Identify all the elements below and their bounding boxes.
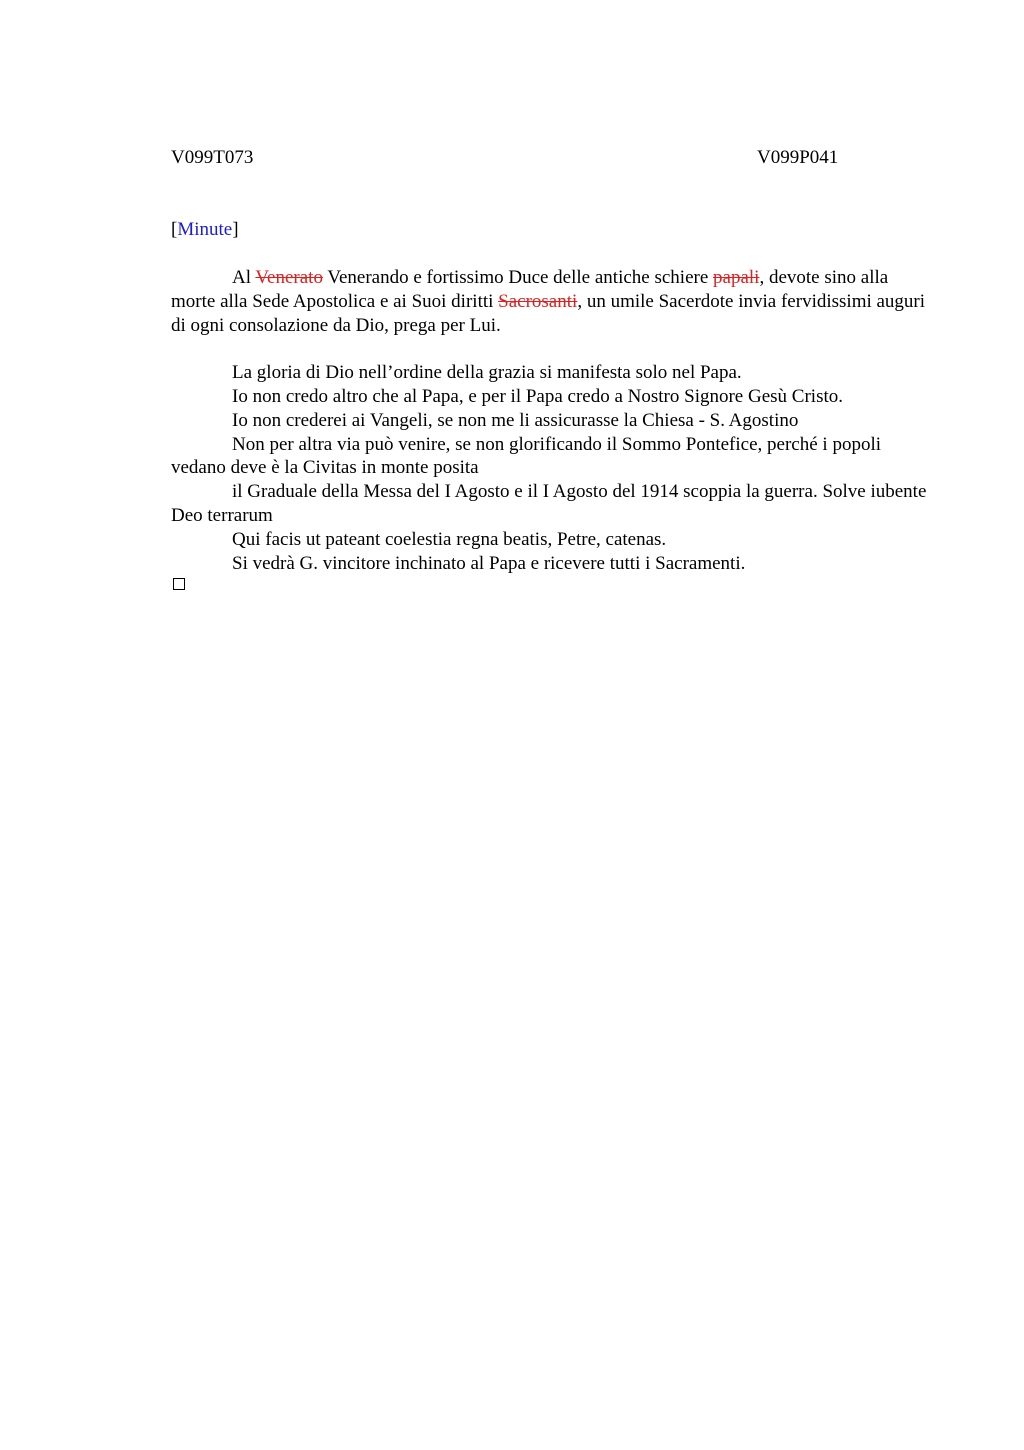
dedication-text-3: , devote sino alla morte alla Sede Apostolica e ai Suoi diritti	[171, 267, 889, 312]
text-line: La gloria di Dio nell’ordine della grazia si manifesta solo nel Papa.	[232, 362, 742, 384]
text-line: Io non credo altro che al Papa, e per il Papa credo a Nostro Signore Gesù Cristo.	[232, 385, 843, 407]
document-code-left: V099T073	[171, 147, 254, 168]
text-line: Non per altra via può venire, se non glorificando il Sommo Pontefice, perché i popoli vedano deve è la Civitas in monte posita	[171, 433, 881, 479]
text-line: Si vedrà G. vincitore inchinato al Papa e ricevere tutti i Sacramenti.	[232, 552, 746, 574]
dedication-text-2: Venerando e fortissimo Duce delle antiche schiere	[322, 267, 714, 288]
deleted-word-sacrosanti: Sacrosanti	[498, 290, 578, 312]
empty-square-icon	[173, 578, 185, 590]
section-label	[171, 218, 239, 242]
bracket-close: ]	[232, 219, 239, 240]
deleted-word-venerato: Venerato	[255, 267, 323, 288]
paragraph-gap	[171, 337, 929, 361]
document-body	[171, 266, 929, 575]
dedication-text-4: , un umile Sacerdote invia fervidissimi auguri di ogni consolazione da Dio, prega per Lui.	[171, 290, 926, 336]
bracket-open: [	[171, 219, 178, 240]
text-line: il Graduale della Messa del I Agosto e il I Agosto del 1914 scoppia la guerra. Solve iubente Deo terrarum	[171, 481, 927, 526]
text-line: Io non crederei ai Vangeli, se non me li assicurasse la Chiesa - S. Agostino	[232, 409, 799, 431]
text-line: Qui facis ut pateant coelestia regna beatis, Petre, catenas.	[232, 528, 667, 550]
document-code-right: V099P041	[757, 147, 839, 168]
deleted-word-papali: papali	[713, 267, 760, 288]
minute-link-text: Minute	[177, 219, 233, 240]
dedication-paragraph	[171, 266, 929, 337]
dedication-text-1: Al	[232, 267, 256, 288]
